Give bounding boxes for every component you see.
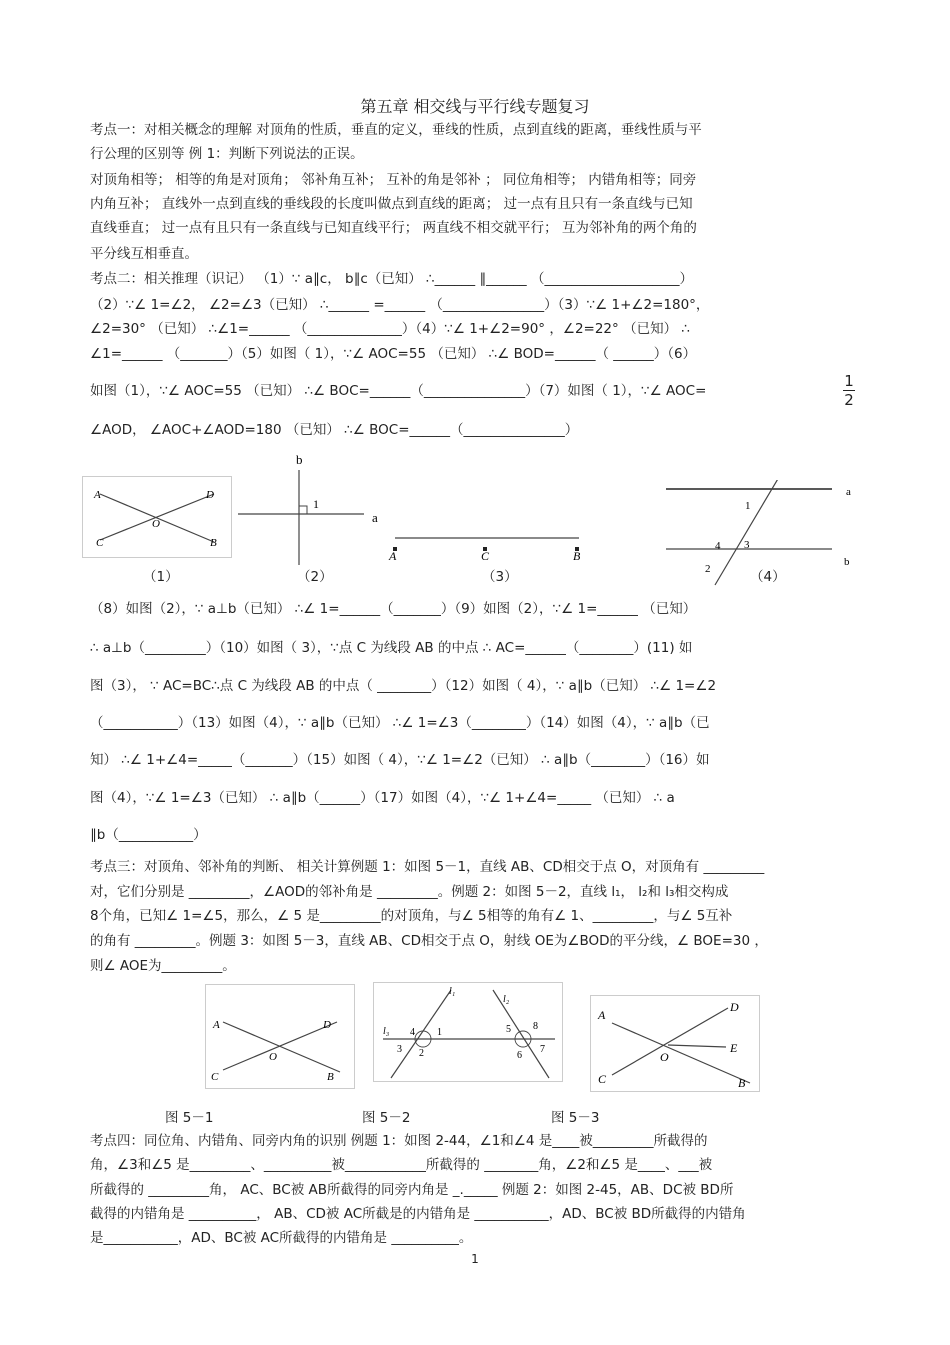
text-line: 知） ∴∠ 1+∠4=_____（_______）（15）如图（ 4），∵∠ 1=∠2（已知） ∴ a∥b（________）（16）如 — [90, 752, 710, 768]
text-line: 图（3）， ∵ AC=BC∴点 C 为线段 AB 的中点（ ________）（12）如图（ 4），∵ a∥b（已知） ∴∠ 1=∠2 — [90, 678, 717, 694]
label-B: B — [327, 1071, 334, 1083]
label-1: 1 — [313, 497, 319, 511]
text-line: 角，∠3和∠5 是_________、__________被____________所截得的 ________角，∠2和∠5 是____、___被 — [90, 1157, 713, 1173]
text-line: 图（4），∵∠ 1=∠3（已知） ∴ a∥b（______）（17）如图（4），∵∠ 1+∠4=_____ （已知） ∴ a — [90, 790, 675, 806]
figure-caption: （4） — [750, 569, 786, 585]
label-3: 3 — [744, 539, 750, 551]
text-line: 是___________，AD、BC被 AC所截得的内错角是 __________。 — [90, 1230, 473, 1246]
label-4: 4 — [410, 1027, 415, 1038]
text-line: 的角有 _________。例题 3：如图 5－3，直线 AB、CD相交于点 O，射线 OE为∠BOD的平分线，∠ BOE=30 ， — [90, 933, 768, 949]
text-line: 考点一：对相关概念的理解 对顶角的性质，垂直的定义，垂线的性质，点到直线的距离，垂线性质与平 — [90, 122, 702, 138]
text-line: （___________）（13）如图（4），∵ a∥b（已知） ∴∠ 1=∠3（________）（14）如图（4），∵ a∥b（已 — [90, 715, 710, 731]
label-A: A — [389, 549, 397, 563]
figure-2 — [236, 450, 396, 570]
figure-caption: （1） — [143, 569, 179, 585]
label-A: A — [598, 1008, 606, 1022]
label-b: b — [296, 452, 303, 467]
text-line: ∥b（___________） — [90, 827, 207, 843]
label-D: D — [730, 1000, 739, 1014]
text-line: 8个角，已知∠ 1=∠5，那么，∠ 5 是_________的对顶角，与∠ 5相等的角有∠ 1、_________，与∠ 5互补 — [90, 908, 733, 924]
text-line: ∠AOD， ∠AOC+∠AOD=180 （已知） ∴∠ BOC=______（_______________） — [90, 422, 579, 438]
figure-caption: （3） — [482, 569, 518, 585]
label-D: D — [206, 489, 214, 501]
label-l2: l₂ — [503, 994, 510, 1005]
label-O: O — [269, 1051, 277, 1063]
label-4: 4 — [715, 540, 721, 552]
text-line: 考点三：对顶角、邻补角的判断、 相关计算例题 1：如图 5－1，直线 AB、CD相交于点 O，对顶角有 _________ — [90, 859, 765, 875]
label-2: 2 — [419, 1048, 424, 1059]
label-C: C — [211, 1071, 219, 1083]
text-line: 对，它们分别是 _________，∠AOD的邻补角是 _________。例题 2：如图 5－2，直线 l₁， l₂和 l₃相交构成 — [90, 884, 729, 900]
text-line: （8）如图（2），∵ a⊥b（已知） ∴∠ 1=______（_______）（9）如图（2），∵∠ 1=______ （已知） — [90, 601, 697, 617]
text-line: 平分线互相垂直。 — [90, 246, 198, 262]
figure-5-3 — [590, 995, 760, 1092]
label-C: C — [96, 537, 104, 549]
label-1: 1 — [745, 500, 751, 512]
text-line: （2）∵∠ 1=∠2， ∠2=∠3（已知） ∴______ =______ （_______________）（3）∵∠ 1+∠2=180°， — [90, 297, 710, 313]
fraction-one-half — [843, 372, 855, 409]
label-A: A — [213, 1019, 220, 1031]
text-line: 截得的内错角是 __________， AB、CD被 AC所截是的内错角是 ___________，AD、BC被 BD所截得的内错角 — [90, 1206, 746, 1222]
label-B: B — [210, 537, 217, 549]
label-A: A — [94, 489, 101, 501]
text-line: 考点二：相关推理（识记） （1）∵ a∥c， b∥c（已知） ∴______ ∥______ （____________________） — [90, 271, 693, 287]
figure-5-2 — [373, 982, 563, 1082]
label-C: C — [481, 549, 490, 563]
fraction-denominator: 2 — [844, 391, 854, 409]
label-6: 6 — [517, 1050, 522, 1061]
label-b: b — [844, 556, 850, 568]
label-E: E — [730, 1041, 738, 1055]
text-line: ∠2=30° （已知） ∴∠1=______ （______________）（4）∵∠ 1+∠2=90° ，∠2=22° （已知） ∴ — [90, 321, 690, 337]
figure-5-1 — [205, 984, 355, 1089]
label-5: 5 — [506, 1024, 511, 1035]
text-line: ∴ a⊥b（_________）（10）如图（ 3），∵点 C 为线段 AB 的中点 ∴ AC=______（________）(11) 如 — [90, 640, 693, 656]
fraction-numerator: 1 — [844, 372, 854, 390]
label-l3: l₃ — [383, 1026, 390, 1037]
figure-caption: 图 5－1 — [165, 1110, 214, 1126]
text-line: 行公理的区别等 例 1：判断下列说法的正误。 — [90, 146, 364, 162]
label-1: 1 — [437, 1027, 442, 1038]
page-number: 1 — [471, 1252, 479, 1266]
label-7: 7 — [540, 1044, 545, 1055]
text-line: 直线垂直； 过一点有且只有一条直线与已知直线平行； 两直线不相交就平行； 互为邻补角的两个角的 — [90, 220, 697, 236]
figure-caption: 图 5－3 — [551, 1110, 600, 1126]
label-D: D — [323, 1019, 331, 1031]
figure-3 — [385, 530, 595, 564]
text-line: 对顶角相等； 相等的角是对顶角； 邻补角互补； 互补的角是邻补 ； 同位角相等； 内错角相等；同旁 — [90, 172, 697, 188]
label-a: a — [372, 510, 378, 525]
label-3: 3 — [397, 1044, 402, 1055]
label-B: B — [738, 1076, 746, 1090]
text-line: 所截得的 _________角， AC、BC被 AB所截得的同旁内角是 _._____ 例题 2：如图 2-45，AB、DC被 BD所 — [90, 1182, 734, 1198]
figure-caption: 图 5－2 — [362, 1110, 411, 1126]
text-line: 则∠ AOE为_________。 — [90, 958, 236, 974]
text-line: 考点四：同位角、内错角、同旁内角的识别 例题 1：如图 2-44，∠1和∠4 是____被_________所截得的 — [90, 1133, 708, 1149]
text-line: 如图（1），∵∠ AOC=55 （已知） ∴∠ BOC=______（_______________）（7）如图（ 1），∵∠ AOC= — [90, 383, 707, 399]
label-2: 2 — [705, 563, 711, 575]
label-l1: l₁ — [449, 986, 456, 997]
figure-caption: （2） — [297, 569, 333, 585]
label-O: O — [660, 1050, 669, 1064]
page-title: 第五章 相交线与平行线专题复习 — [360, 97, 590, 116]
figure-1 — [82, 476, 232, 558]
label-a: a — [846, 486, 851, 498]
label-8: 8 — [533, 1021, 538, 1032]
text-line: ∠1=______ （_______）（5）如图（ 1），∵∠ AOC=55 （已知） ∴∠ BOD=______（ ______）（6） — [90, 346, 697, 362]
label-B: B — [573, 549, 581, 563]
text-line: 内角互补； 直线外一点到直线的垂线段的长度叫做点到直线的距离； 过一点有且只有一条直线与已知 — [90, 196, 693, 212]
label-C: C — [598, 1072, 607, 1086]
label-O: O — [152, 518, 160, 530]
